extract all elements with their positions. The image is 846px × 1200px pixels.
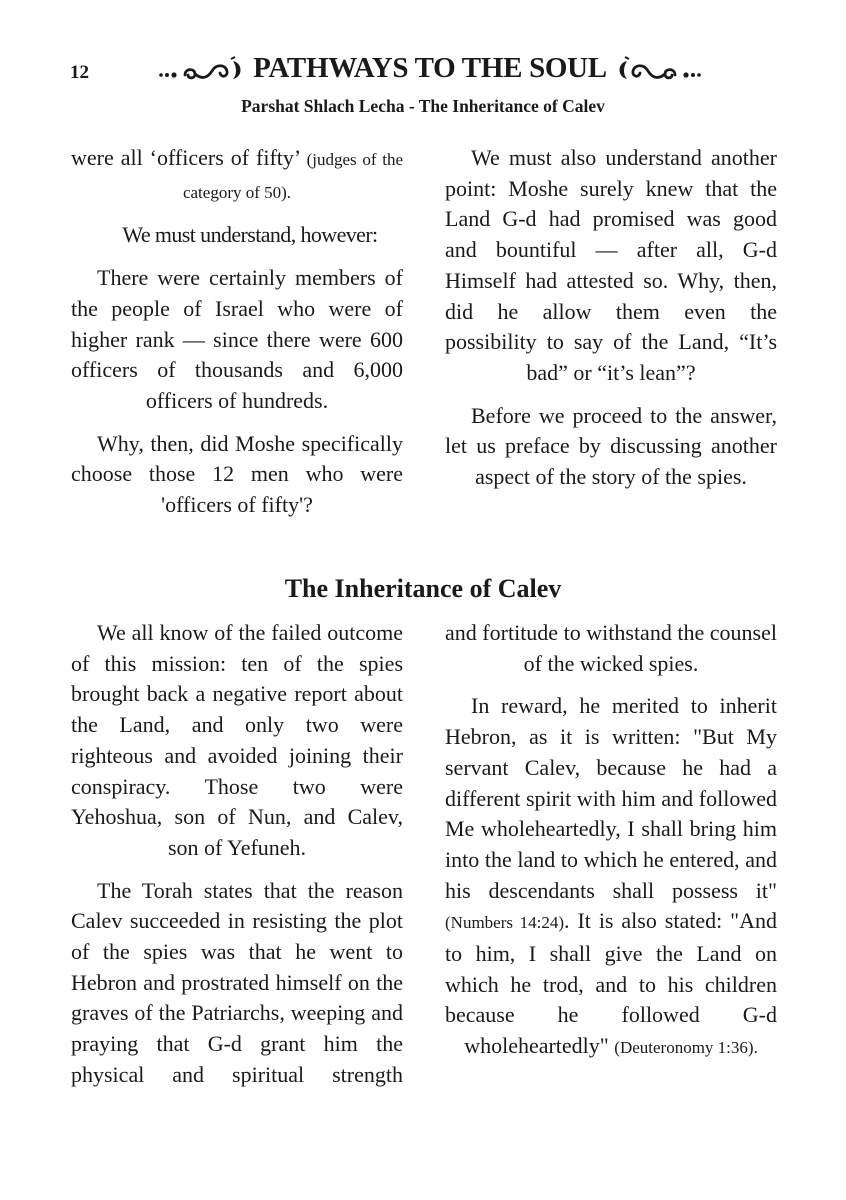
paragraph: Why, then, did Moshe specifically choose those 12 men who were 'officers of fifty'? bbox=[71, 430, 403, 518]
paragraph bbox=[445, 691, 777, 1063]
column-bottom-right bbox=[445, 618, 777, 1076]
paragraph: Before we proceed to the answer, let us preface by discussing another aspect of the story of the spies. bbox=[445, 402, 777, 490]
running-header bbox=[130, 52, 730, 85]
citation: (Deuteronomy 1:36) bbox=[614, 1038, 754, 1058]
section-heading: The Inheritance of Calev bbox=[284, 574, 562, 603]
paragraph-text: . bbox=[753, 1038, 758, 1058]
book-title: PATHWAYS TO THE SOUL bbox=[253, 52, 607, 84]
column-top-right bbox=[445, 143, 777, 505]
paragraph: The Torah states that the reason Calev succeeded in resisting the plot of the spies was that he went to Hebron and prostrated himself on the graves of the Patriarchs, weeping and praying that G-d grant him the physical and spiritual strength bbox=[71, 877, 403, 1087]
paragraph-text: . It is also stated: "And to him, I shall give the Land on which he trod, and to his children because he followed G-d wholeheartedly" bbox=[445, 908, 777, 1059]
page-number: 12 bbox=[70, 62, 89, 83]
paragraph-text: In reward, he merited to inherit Hebron, as it is written: "But My servant Calev, because he had a different spirit with him and followed Me wholeheartedly, I shall bring him into the land to which he entered, and his descendants shall possess it" bbox=[445, 693, 777, 903]
flourish-right-icon bbox=[611, 55, 703, 83]
parenthetical-note: (judges of the category of 50). bbox=[182, 150, 403, 202]
paragraph: There were certainly members of the people of Israel who were of higher rank — since there were 600 officers of thousands and 6,000 officers of hundreds. bbox=[71, 265, 403, 413]
paragraph: We must understand, however: bbox=[122, 222, 378, 248]
column-bottom-left bbox=[71, 618, 403, 1103]
citation: (Numbers 14:24) bbox=[445, 913, 565, 933]
paragraph-text: were all ‘officers of fifty’ bbox=[71, 145, 307, 170]
paragraph: We all know of the failed outcome of this mission: ten of the spies brought back a negative report about the Land, and only two were righteous and avoided joining their conspiracy. Those two were Yehoshua, son of Nun, and Calev, son of Yefuneh. bbox=[71, 620, 403, 860]
column-top-left bbox=[71, 143, 403, 533]
page-subtitle: Parshat Shlach Lecha - The Inheritance of Calev bbox=[241, 96, 605, 116]
paragraph bbox=[71, 143, 403, 208]
paragraph: We must also understand another point: Moshe surely knew that the Land G-d had promised was good and bountiful — after all, G-d Himself had attested so. Why, then, did he allow them even the possibility to say of the Land, “It’s bad” or “it’s lean”? bbox=[445, 145, 777, 385]
flourish-left-icon bbox=[157, 55, 249, 83]
paragraph: and fortitude to withstand the counsel of the wicked spies. bbox=[445, 620, 777, 676]
